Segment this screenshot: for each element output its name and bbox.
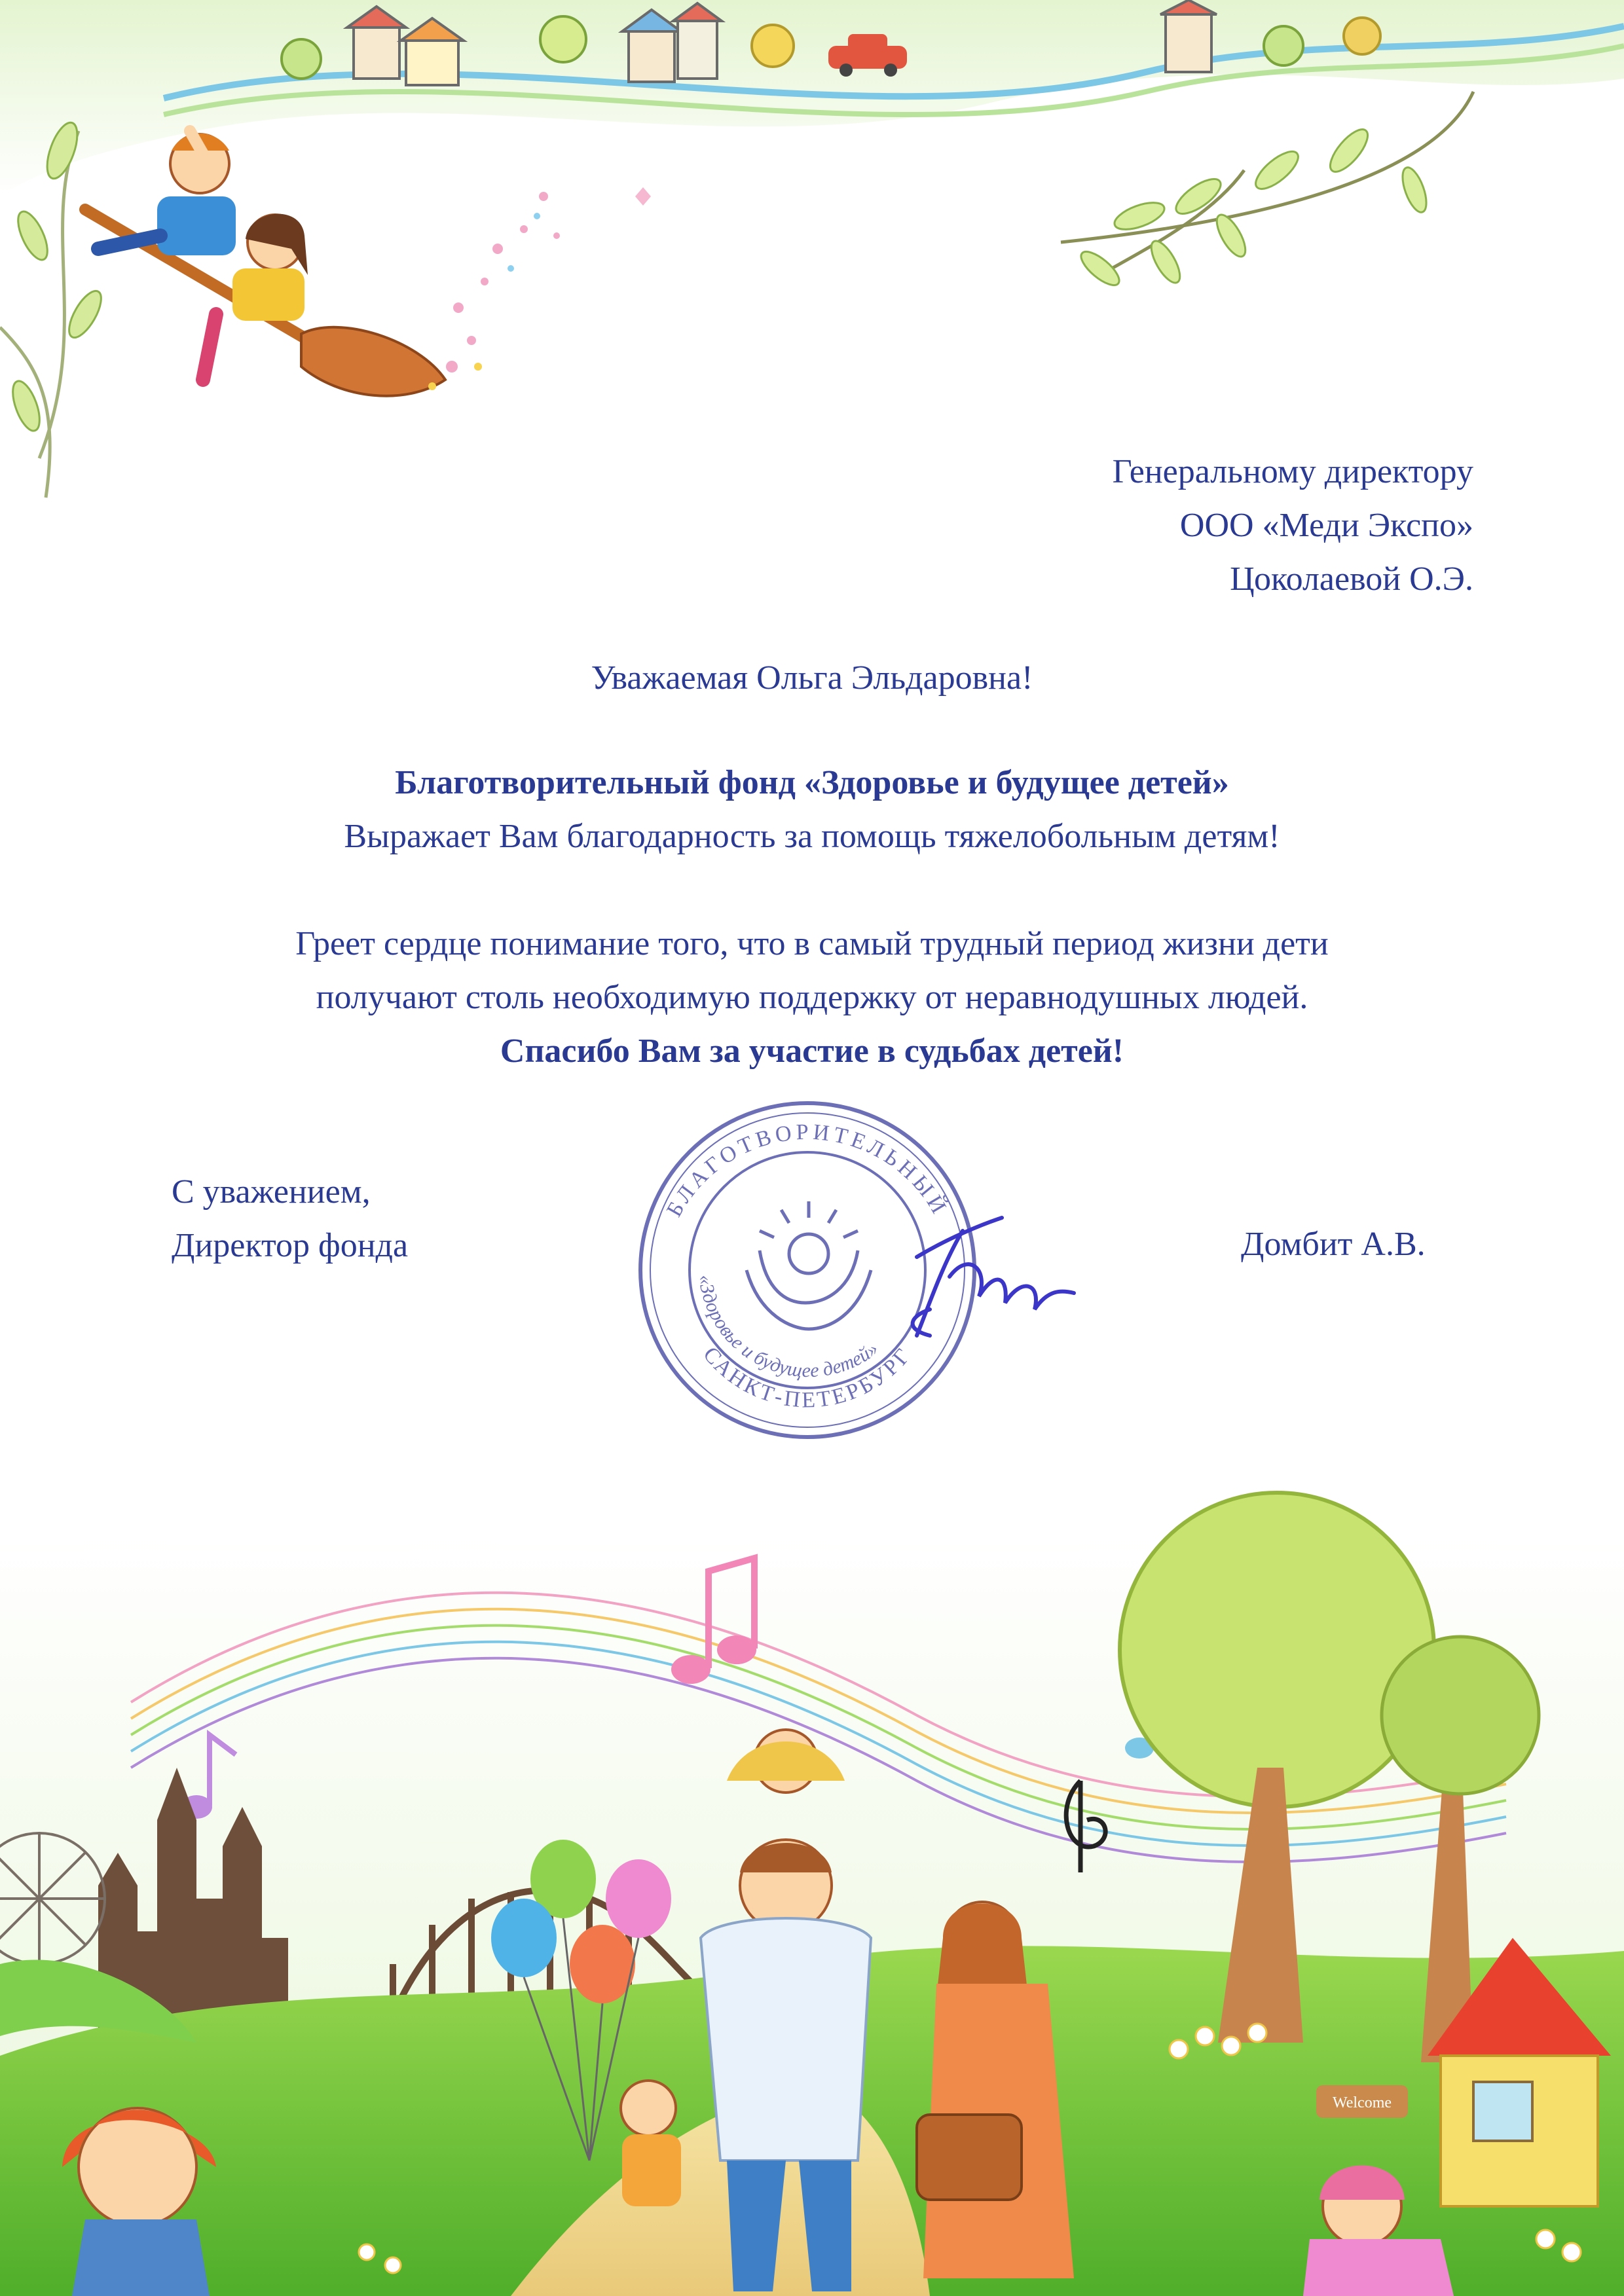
seal-ring-top: БЛАГОТВОРИТЕЛЬНЫЙ	[662, 1120, 953, 1221]
foundation-name: Благотворительный фонд «Здоровье и будущее детей»	[395, 764, 1229, 801]
seal-ring-bottom: САНКТ-ПЕТЕРБУРГ	[698, 1342, 917, 1413]
addressee-name: Цоколаевой О.Э.	[1230, 560, 1473, 598]
closing-position: Директор фонда	[172, 1227, 409, 1264]
signer-name: Домбит А.В.	[1241, 1226, 1426, 1263]
closing-block	[172, 1165, 630, 1273]
paragraph-line-1: Греет сердце понимание того, что в самый трудный период жизни дети	[295, 925, 1329, 962]
top-border-illustration	[0, 0, 1624, 498]
greeting: Уважаемая Ольга Эльдаровна!	[591, 659, 1033, 697]
sparkle-trail-icon	[428, 187, 651, 390]
letter-body	[0, 756, 1624, 1078]
paragraph-line-2: получают столь необходимую поддержку от неравнодушных людей.	[316, 979, 1308, 1016]
addressee-block	[884, 445, 1473, 606]
addressee-company: ООО «Меди Экспо»	[1179, 507, 1473, 544]
thanks-line: Спасибо Вам за участие в судьбах детей!	[500, 1032, 1124, 1070]
seal-ring-inner: «Здоровье и будущее детей»	[694, 1273, 883, 1382]
sun-hands-emblem-icon	[747, 1201, 871, 1329]
director-signature	[913, 1218, 1074, 1336]
closing-regards: С уважением,	[172, 1173, 371, 1211]
foundation-seal	[640, 1103, 974, 1437]
welcome-sign-label: Welcome	[1332, 2094, 1392, 2111]
bottom-border-illustration	[0, 1493, 1624, 2296]
addressee-position: Генеральному директору	[1112, 453, 1473, 490]
children-on-broom-icon	[85, 131, 445, 396]
gratitude-line: Выражает Вам благодарность за помощь тяжелобольным детям!	[344, 818, 1280, 855]
